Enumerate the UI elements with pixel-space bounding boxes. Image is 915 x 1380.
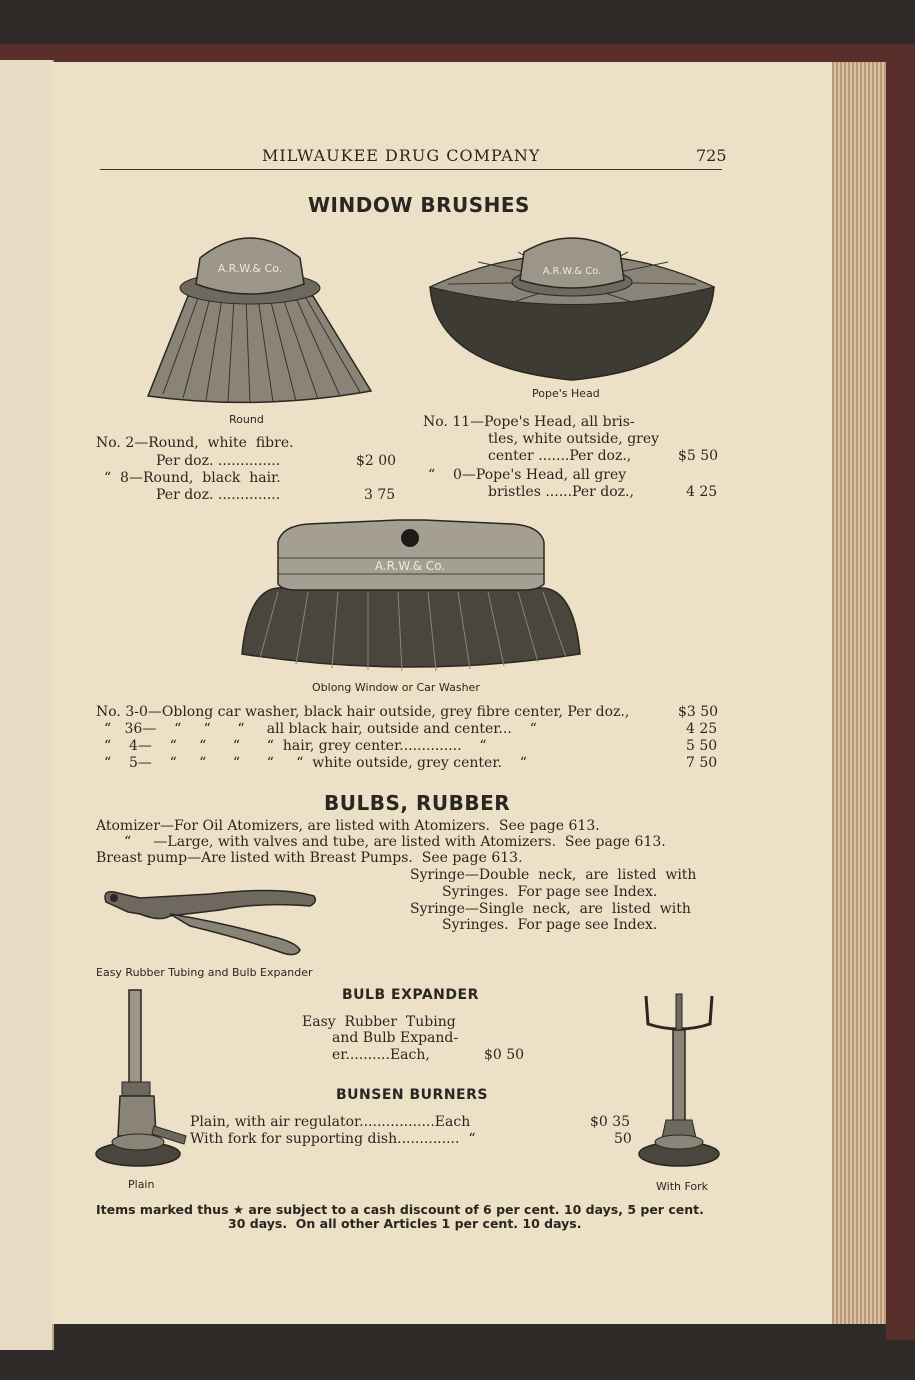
oblong-item-5-price: 7 50	[686, 755, 718, 771]
syringe-line-3: Syringe—Single neck, are listed with	[410, 901, 691, 917]
caption-popes-head: Pope's Head	[532, 387, 600, 400]
syringe-line-1: Syringe—Double neck, are listed with	[410, 867, 697, 883]
round-item-8-line1: “ 8—Round, black hair.	[104, 470, 281, 486]
pope-item-0-line1: “ 0—Pope's Head, all grey	[428, 467, 627, 483]
caption-plain: Plain	[128, 1178, 155, 1191]
page-edges	[828, 62, 888, 1324]
pope-item-11-line3: center .......Per doz.,	[488, 448, 632, 464]
syringe-line-4: Syringes. For page see Index.	[442, 917, 658, 933]
page-number: 725	[696, 146, 727, 165]
round-item-8-price: 3 75	[364, 487, 396, 503]
bulb-expander-title: BULB EXPANDER	[342, 987, 479, 1003]
bunsen-item-fork-price: 50	[614, 1131, 632, 1147]
round-item-2-line1: No. 2—Round, white fibre.	[96, 435, 294, 451]
window-brushes-title: WINDOW BRUSHES	[308, 193, 530, 217]
footer-discount-line2: 30 days. On all other Articles 1 per cent. 10 days.	[228, 1216, 582, 1231]
oblong-brush-illustration	[238, 518, 583, 678]
popes-head-stamp: A.R.W.& Co.	[542, 266, 602, 277]
bulb-expander-price: $0 50	[484, 1047, 525, 1063]
oblong-brush-stamp: A.R.W.& Co.	[374, 559, 446, 573]
caption-round: Round	[229, 413, 264, 426]
bunsen-item-plain: Plain, with air regulator.................Each	[190, 1114, 471, 1130]
bulbs-line-large: “ —Large, with valves and tube, are listed with Atomizers. See page 613.	[124, 834, 666, 850]
oblong-item-3-0: No. 3-0—Oblong car washer, black hair outside, grey fibre center, Per doz.,	[96, 704, 630, 720]
oblong-item-36: “ 36— “ “ “ all black hair, outside and center... “	[104, 721, 537, 737]
bulb-expander-line3: er..........Each,	[332, 1047, 430, 1063]
popes-head-brush-illustration	[428, 232, 716, 382]
bunsen-burners-title: BUNSEN BURNERS	[336, 1087, 488, 1103]
pope-item-11-line2: tles, white outside, grey	[488, 431, 660, 447]
company-header: MILWAUKEE DRUG COMPANY	[262, 146, 541, 165]
round-item-2-price: $2 00	[356, 453, 397, 469]
round-brush-illustration	[128, 226, 373, 406]
caption-expander: Easy Rubber Tubing and Bulb Expander	[96, 966, 313, 979]
fork-burner-illustration	[636, 990, 722, 1174]
bulbs-line-breast-pump: Breast pump—Are listed with Breast Pumps. See page 613.	[96, 850, 523, 866]
header-rule	[100, 169, 722, 170]
round-item-2-line2: Per doz. ..............	[156, 453, 281, 469]
bulb-expander-illustration	[100, 882, 320, 962]
book-cover-right	[886, 60, 915, 1340]
syringe-line-2: Syringes. For page see Index.	[442, 884, 658, 900]
oblong-item-5: “ 5— “ “ “ “ “ white outside, grey center. “	[104, 755, 527, 771]
bulbs-line-atomizer: Atomizer—For Oil Atomizers, are listed with Atomizers. See page 613.	[96, 818, 600, 834]
oblong-item-3-0-price: $3 50	[678, 704, 719, 720]
bulbs-rubber-title: BULBS, RUBBER	[324, 791, 511, 815]
left-page-edge	[0, 60, 54, 1350]
pope-item-0-line2: bristles ......Per doz.,	[488, 484, 634, 500]
round-brush-stamp: A.R.W.& Co.	[217, 262, 283, 275]
pope-item-11-line1: No. 11—Pope's Head, all bris-	[423, 414, 635, 430]
pope-item-11-price: $5 50	[678, 448, 719, 464]
caption-with-fork: With Fork	[656, 1180, 709, 1193]
caption-oblong: Oblong Window or Car Washer	[312, 681, 480, 694]
oblong-item-36-price: 4 25	[686, 721, 718, 737]
bulb-expander-line1: Easy Rubber Tubing	[302, 1014, 456, 1030]
footer-discount-line1: Items marked thus ★ are subject to a cash discount of 6 per cent. 10 days, 5 per cent.	[96, 1202, 704, 1217]
oblong-item-4-price: 5 50	[686, 738, 718, 754]
plain-burner-illustration	[94, 986, 190, 1172]
pope-item-0-price: 4 25	[686, 484, 718, 500]
round-item-8-line2: Per doz. ..............	[156, 487, 281, 503]
oblong-item-4: “ 4— “ “ “ “ hair, grey center.............. “	[104, 738, 487, 754]
bulb-expander-line2: and Bulb Expand-	[332, 1030, 459, 1046]
bunsen-item-fork: With fork for supporting dish.............. “	[190, 1131, 476, 1147]
bunsen-item-plain-price: $0 35	[590, 1114, 631, 1130]
